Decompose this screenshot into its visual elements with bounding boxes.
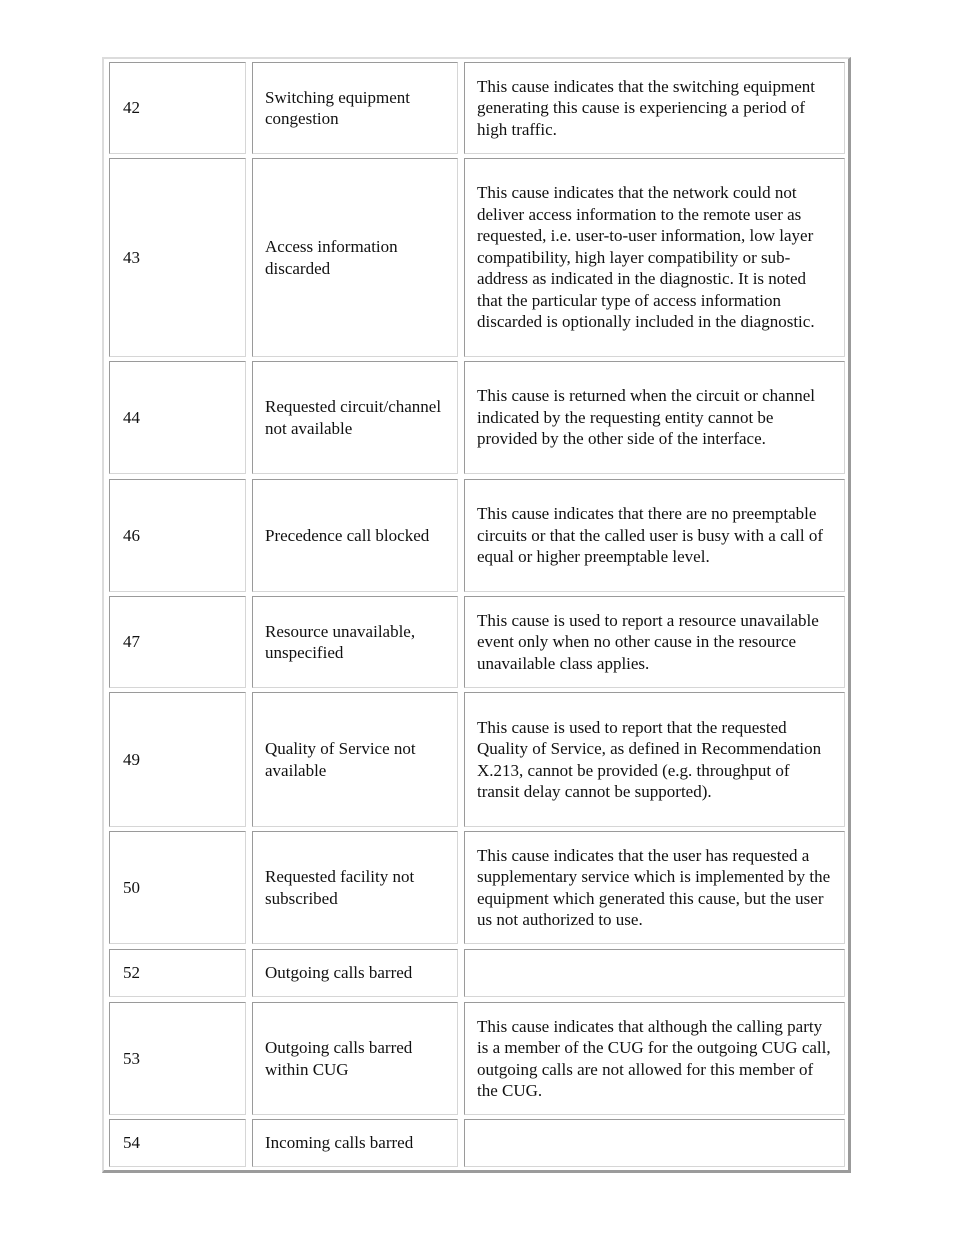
cause-name: Access information discarded: [265, 237, 398, 278]
cause-code: 46: [123, 525, 140, 545]
cause-description: This cause indicates that there are no preemptable circuits or that the called user is busy with a call of equal or higher preemptable level.: [477, 504, 824, 567]
table-row-code-cell: [109, 361, 246, 474]
table-row-code-cell: [109, 479, 246, 592]
table-row-code-cell: [109, 1119, 246, 1167]
table-row-code-cell: [109, 596, 246, 688]
cause-name: Switching equipment congestion: [265, 87, 410, 128]
cause-code: 43: [123, 247, 140, 267]
table-row-code-cell: [109, 1002, 246, 1115]
cause-name: Incoming calls barred: [265, 1133, 414, 1153]
cause-name: Resource unavailable, unspecified: [265, 621, 416, 662]
cause-code: 49: [123, 749, 140, 769]
table-row-name-cell: [252, 361, 458, 474]
cause-description: This cause is used to report a resource unavailable event only when no other cause in the resource unavailable class applies.: [477, 610, 819, 673]
cause-description: This cause indicates that the switching equipment generating this cause is experiencing a period of high traffic.: [477, 76, 816, 139]
cause-code: 42: [123, 98, 140, 118]
table-row-name-cell: [252, 479, 458, 592]
cause-name: Requested circuit/channel not available: [265, 397, 442, 438]
table-row-code-cell: [109, 62, 246, 154]
table-row-name-cell: [252, 1002, 458, 1115]
cause-description: This cause indicates that although the calling party is a member of the CUG for the outgoing CUG call, outgoing calls are not allowed for this member of the CUG.: [477, 1016, 831, 1100]
cause-description: This cause is returned when the circuit or channel indicated by the requesting entity cannot be provided by the other side of the interface.: [477, 386, 815, 449]
table-row-code-cell: [109, 692, 246, 827]
table-row-description-cell: [464, 692, 845, 827]
cause-code: 47: [123, 632, 140, 652]
cause-description: This cause indicates that the network could not deliver access information to the remote user as requested, i.e. user-to-user information, low layer compatibility, high layer compatibility or sub-address as indicated in the diagnostic. It is noted that the particular type of access information discarded is optionally included in the diagnostic.: [477, 183, 815, 332]
table-row-code-cell: [109, 831, 246, 944]
table-row-code-cell: [109, 158, 246, 357]
table-row-description-cell: [464, 596, 845, 688]
table-row-name-cell: [252, 158, 458, 357]
table-row-description-cell: [464, 949, 845, 997]
table-row-name-cell: [252, 692, 458, 827]
table-row-name-cell: [252, 596, 458, 688]
table-row-name-cell: [252, 1119, 458, 1167]
cause-name: Quality of Service not available: [265, 739, 416, 780]
cause-description: This cause is used to report that the requested Quality of Service, as defined in Recommendation X.213, cannot be provided (e.g. throughput of transit delay cannot be supported).: [477, 717, 822, 801]
table-row-name-cell: [252, 831, 458, 944]
table-row-name-cell: [252, 62, 458, 154]
cause-name: Requested facility not subscribed: [265, 867, 415, 908]
cause-code: 54: [123, 1133, 140, 1153]
cause-code: 52: [123, 963, 140, 983]
cause-name: Precedence call blocked: [265, 525, 430, 545]
cause-code: 44: [123, 407, 140, 427]
cause-name: Outgoing calls barred within CUG: [265, 1038, 413, 1079]
table-row-name-cell: [252, 949, 458, 997]
table-row-description-cell: [464, 479, 845, 592]
cause-description: This cause indicates that the user has requested a supplementary service which is implemented by the equipment which generated this cause, but the user us not authorized to use.: [477, 845, 831, 929]
table-row-description-cell: [464, 1119, 845, 1167]
table-row-code-cell: [109, 949, 246, 997]
table-row-description-cell: [464, 361, 845, 474]
cause-code: 50: [123, 877, 140, 897]
cause-code: 53: [123, 1048, 140, 1068]
table-row-description-cell: [464, 62, 845, 154]
table-row-description-cell: [464, 1002, 845, 1115]
cause-name: Outgoing calls barred: [265, 963, 413, 983]
table-row-description-cell: [464, 158, 845, 357]
table-row-description-cell: [464, 831, 845, 944]
